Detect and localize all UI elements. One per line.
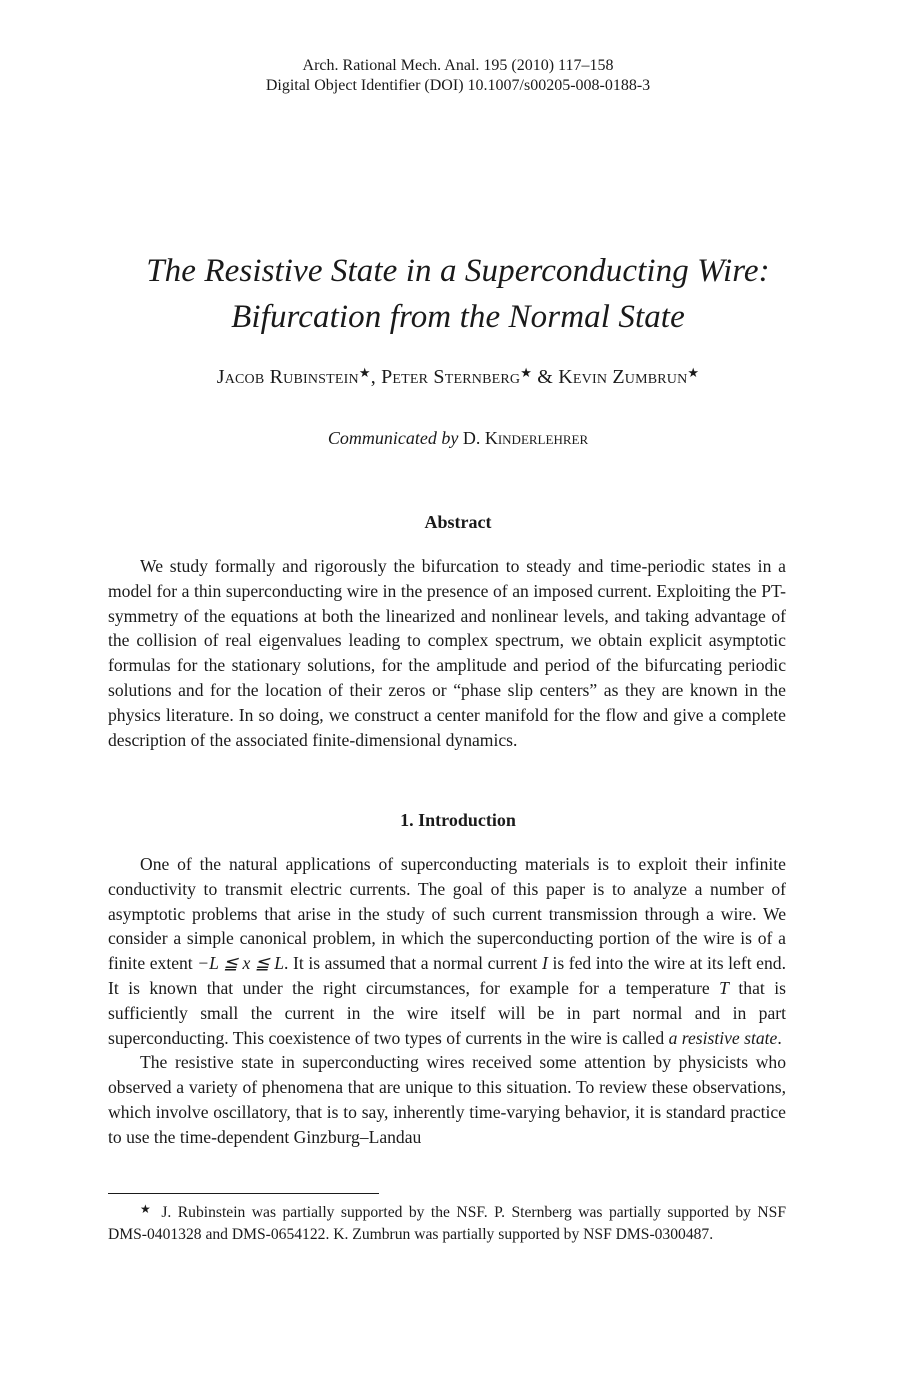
introduction-heading: 1. Introduction <box>400 810 516 830</box>
communicated-by <box>0 426 916 450</box>
communicated-lead: Communicated by <box>327 428 459 448</box>
title-line-1: The Resistive State in a Superconducting Wire: <box>146 253 770 289</box>
author-separator: & <box>532 366 559 388</box>
journal-citation: Arch. Rational Mech. Anal. 195 (2010) 117–158 <box>302 57 614 74</box>
footnote-mark: ★ <box>358 365 371 380</box>
communicating-editor: D. Kinderlehrer <box>462 428 589 448</box>
math-temperature-symbol: T <box>719 977 729 998</box>
doi-line: Digital Object Identifier (DOI) 10.1007/s00205-008-0188-3 <box>265 77 651 94</box>
math-current-symbol: I <box>542 953 548 974</box>
math-inequality: −L ≦ x ≦ L <box>197 953 285 974</box>
intro-text-segment: One of the natural applications of superconducting materials is to exploit their infinite conductivity to transmit electric currents. The goal of this paper is to analyze a number of asymptotic problems that arise in the study of such current transmission through a wire. We consider a simple canonical problem, in which the superconducting portion of the wire is of a finite extent <box>108 854 786 974</box>
author-rubinstein: Jacob Rubinstein <box>216 366 359 388</box>
footnote-mark: ★ <box>520 365 533 380</box>
author-sternberg: Peter Sternberg <box>381 366 521 388</box>
footnote-rule <box>108 1193 379 1194</box>
footnote-text: J. Rubinstein was partially supported by the NSF. P. Sternberg was partially supported by NSF DMS-0401328 and DMS-0654122. K. Zumbrun was partially supported by NSF DMS-0300487. <box>108 1204 786 1243</box>
footnote-mark: ★ <box>687 365 700 380</box>
introduction-body <box>108 852 786 1150</box>
journal-header <box>0 56 916 96</box>
intro-text-segment: . It is assumed that a normal current <box>284 953 542 974</box>
intro-paragraph-1 <box>108 852 786 1050</box>
intro-paragraph-2: The resistive state in superconducting wires received some attention by physicists who observed a variety of phenomena that are unique to this situation. To review these observations, which involve oscillatory, that is to say, inherently time-varying behavior, it is standard practice to use the time-dependent Ginzburg–Landau <box>108 1052 786 1147</box>
intro-text-segment: is fed into the wire at its left end. It is known that under the right circumstances, for example for a temperature <box>108 953 786 998</box>
paper-title <box>60 248 856 340</box>
title-line-2: Bifurcation from the Normal State <box>231 299 685 335</box>
funding-footnote <box>108 1198 786 1246</box>
author-separator: , <box>370 366 382 388</box>
intro-text-segment: that is sufficiently small the current in the wire itself will be in part normal and in part superconducting. This coexistence of two types of currents in the wire is called <box>108 977 786 1048</box>
intro-text-segment: . <box>777 1027 782 1048</box>
author-zumbrun: Kevin Zumbrun <box>558 366 688 388</box>
abstract-body <box>108 554 786 752</box>
footnote-mark: ★ <box>140 1202 154 1216</box>
author-list <box>0 364 916 390</box>
emphasized-term: a resistive state <box>668 1027 778 1048</box>
abstract-paragraph: We study formally and rigorously the bifurcation to steady and time-periodic states in a model for a thin superconducting wire in the presence of an imposed current. Exploiting the PT-symmetry of the equations at both the linearized and nonlinear levels, and taking advantage of the collision of real eigenvalues leading to complex spectrum, we obtain explicit asymptotic formulas for the stationary solutions, for the amplitude and period of the bifurcating periodic solutions and for the location of their zeros or “phase slip centers” as they are known in the physics literature. In so doing, we construct a center manifold for the flow and give a complete description of the associated finite-dimensional dynamics. <box>108 556 786 750</box>
abstract-heading: Abstract <box>424 512 492 532</box>
